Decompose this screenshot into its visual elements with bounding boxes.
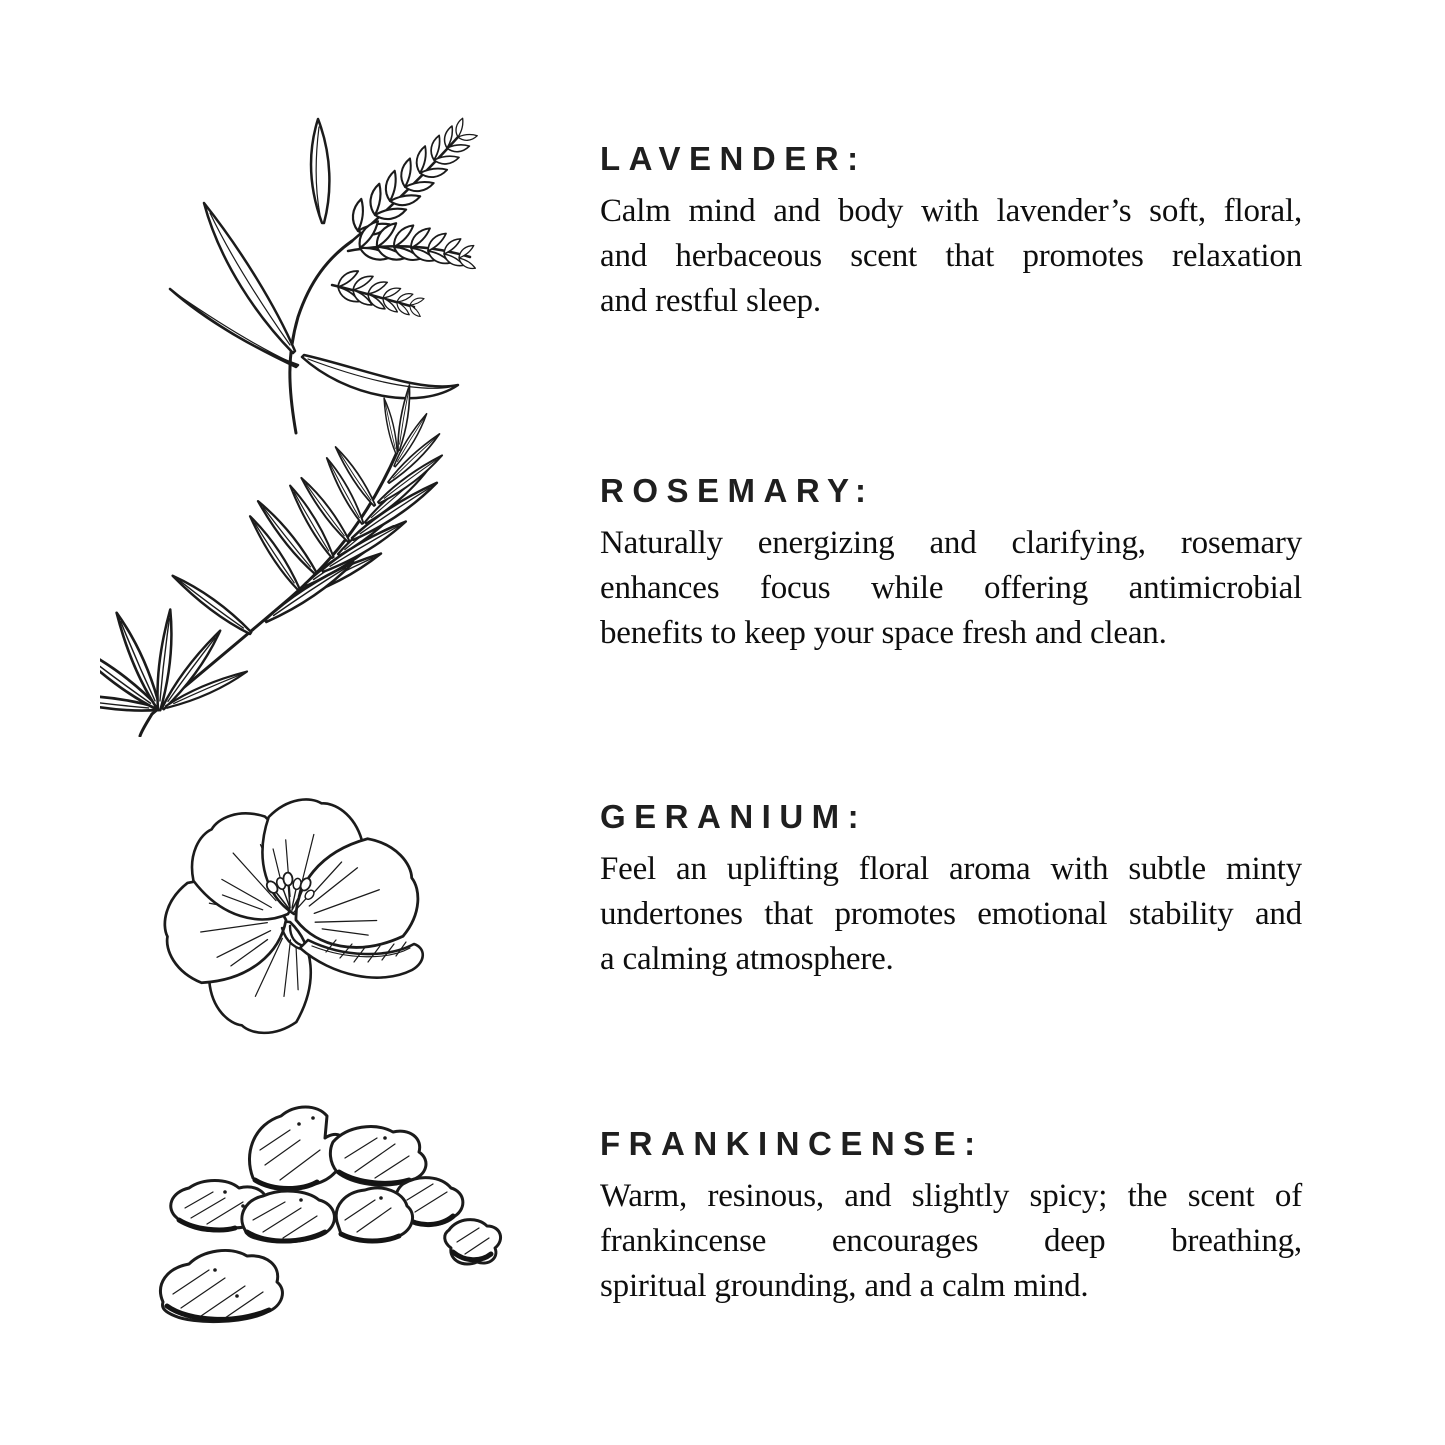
rosemary-description-line: benefits to keep your space fresh and clean. bbox=[600, 615, 1167, 651]
rosemary-leaves bbox=[100, 384, 444, 712]
section-geranium bbox=[600, 797, 1302, 982]
frankincense-heading: FRANKINCENSE: bbox=[600, 1125, 984, 1162]
rosemary-heading: ROSEMARY: bbox=[600, 472, 875, 509]
frankincense-description-line: Warm, resinous, and slightly spicy; the scent of bbox=[600, 1178, 1302, 1214]
section-rosemary bbox=[600, 471, 1302, 656]
lavender-description-line: Calm mind and body with lavender’s soft, floral, bbox=[600, 193, 1302, 229]
section-frankincense bbox=[600, 1124, 1302, 1309]
frankincense-description-line: spiritual grounding, and a calm mind. bbox=[600, 1268, 1089, 1304]
rosemary-description-line: Naturally energizing and clarifying, rosemary bbox=[600, 525, 1302, 561]
rosemary-illustration bbox=[100, 362, 460, 737]
frankincense-resin-chunks bbox=[161, 1107, 501, 1322]
geranium-illustration bbox=[112, 782, 452, 1042]
frankincense-description-line: frankincense encourages deep breathing, bbox=[600, 1223, 1302, 1259]
lavender-description-line: and herbaceous scent that promotes relaxation bbox=[600, 238, 1302, 274]
lavender-heading: LAVENDER: bbox=[600, 140, 867, 177]
frankincense-illustration bbox=[85, 1080, 515, 1360]
lavender-description-line: and restful sleep. bbox=[600, 283, 821, 319]
lavender-flower-spikes bbox=[337, 118, 477, 316]
rosemary-description-line: enhances focus while offering antimicrobial bbox=[600, 570, 1302, 606]
geranium-petals bbox=[159, 791, 431, 1042]
section-lavender bbox=[600, 139, 1302, 324]
geranium-description-line: a calming atmosphere. bbox=[600, 941, 894, 977]
geranium-description-line: undertones that promotes emotional stability and bbox=[600, 896, 1302, 932]
geranium-heading: GERANIUM: bbox=[600, 798, 868, 835]
geranium-description-line: Feel an uplifting floral aroma with subtle minty bbox=[600, 851, 1302, 887]
